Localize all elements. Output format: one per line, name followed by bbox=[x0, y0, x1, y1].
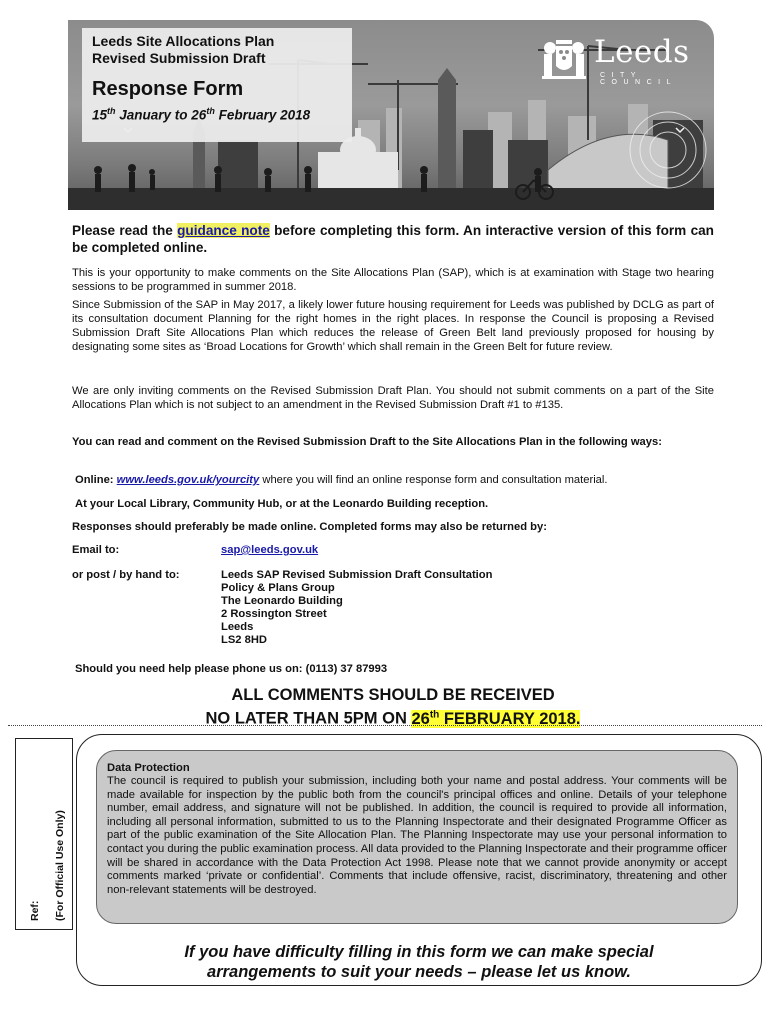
address-line: Policy & Plans Group bbox=[221, 582, 335, 594]
online-link[interactable]: www.leeds.gov.uk/yourcity bbox=[116, 474, 260, 486]
deadline-notice: ALL COMMENTS SHOULD BE RECEIVED NO LATER THAN 5PM ON 26th FEBRUARY 2018. bbox=[205, 686, 581, 728]
plan-name: Leeds Site Allocations Plan bbox=[92, 33, 275, 49]
logo-wordmark: Leeds bbox=[594, 34, 690, 70]
postal-address bbox=[221, 569, 492, 647]
post-label: or post / by hand to: bbox=[72, 569, 180, 581]
data-protection-heading: Data Protection bbox=[107, 762, 190, 774]
online-line: Online: www.leeds.gov.uk/yourcity where you will find an online response form and consultation material. bbox=[75, 474, 608, 486]
data-protection-text: The council is required to publish your submission, including both your name and postal address. Your comments will be made available for inspection by the public both from the council's principal offices and online. Details of your telephone number, email address, and signature will not be published. In addition, the council is required to provide all information, including all personal information, submitted to us to the Planning Inspectorate and their designated Programme Officer as part of the public examination of the Site Allocation Plan. The Planning Inspectorate may use your personal information to contact you during the public examination process. All data provided to the Planning Inspectorate and their programme officer will be shared in accordance with the Data Protection Act 1998. Please note that we cannot provide anonymity or accept comments marked ‘private or confidential’. Comments that include offensive, racist, discriminatory, threatening and other non-relevant statements will be destroyed. bbox=[107, 775, 727, 896]
address-line: LS2 8HD bbox=[221, 634, 268, 646]
accessibility-notice: If you have difficulty filling in this form we can make special arrangements to suit your needs – please let us know. bbox=[184, 943, 654, 981]
address-line: The Leonardo Building bbox=[221, 595, 343, 607]
leeds-city-council-logo bbox=[538, 34, 708, 86]
ways-heading: You can read and comment on the Revised Submission Draft to the Site Allocations Plan in the following ways: bbox=[72, 436, 662, 448]
guidance-note-link[interactable]: guidance note bbox=[177, 223, 270, 238]
official-use-label: (For Official Use Only) bbox=[54, 810, 66, 921]
official-use-ref-box[interactable] bbox=[15, 738, 73, 930]
plan-stage: Revised Submission Draft bbox=[92, 50, 266, 66]
consultation-dates: 15th January to 26th February 2018 bbox=[92, 106, 311, 123]
responses-line: Responses should preferably be made online. Completed forms may also be returned by: bbox=[72, 521, 547, 533]
address-line: 2 Rossington Street bbox=[221, 608, 327, 620]
intro-lead: Please read the guidance note before completing this form. An interactive version of this form can be completed online. bbox=[72, 223, 714, 255]
header-banner bbox=[68, 20, 714, 210]
coat-of-arms-icon bbox=[538, 34, 590, 84]
intro-paragraph-3: We are only inviting comments on the Revised Submission Draft Plan. You should not submit comments on a part of the Site Allocations Plan which is not subject to an amendment in the Revised Submission Draft #1 to #135. bbox=[72, 385, 714, 411]
address-line: Leeds bbox=[221, 621, 254, 633]
email-link[interactable]: sap@leeds.gov.uk bbox=[221, 544, 319, 556]
logo-subtitle: CITY COUNCIL bbox=[600, 72, 678, 86]
library-line: At your Local Library, Community Hub, or at the Leonardo Building reception. bbox=[75, 498, 489, 510]
cut-line-divider bbox=[8, 725, 762, 726]
intro-paragraph-2: Since Submission of the SAP in May 2017, a likely lower future housing requirement for Leeds was published by DCLG as part of its consultation document Planning for the right homes in the right places. In response the Council is proposing a Revised Submission Draft Site Allocations Plan which reduces the release of Green Belt land previously proposed for housing by designating some sites as ‘Broad Locations for Growth’ which shall remain in the Green Belt for future review. bbox=[72, 299, 714, 353]
email-label: Email to: bbox=[72, 544, 120, 556]
data-protection-panel bbox=[96, 750, 738, 924]
form-title: Response Form bbox=[92, 78, 244, 100]
address-line: Leeds SAP Revised Submission Draft Consultation bbox=[221, 569, 493, 581]
ref-label: Ref: bbox=[29, 900, 41, 921]
banner-title-box bbox=[82, 28, 352, 142]
intro-paragraph-1: This is your opportunity to make comments on the Site Allocations Plan (SAP), which is at examination with Stage two hearing sessions to be programmed in summer 2018. bbox=[72, 267, 714, 293]
phone-line: Should you need help please phone us on: (0113) 37 87993 bbox=[75, 663, 388, 675]
